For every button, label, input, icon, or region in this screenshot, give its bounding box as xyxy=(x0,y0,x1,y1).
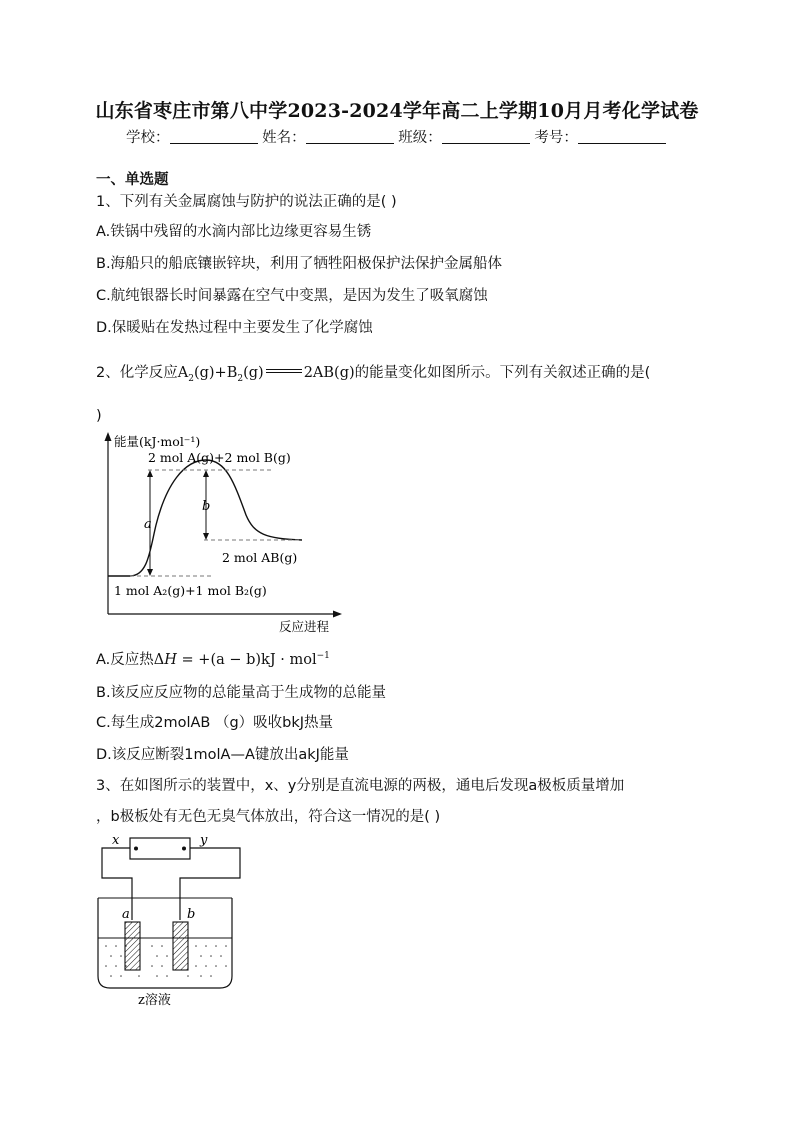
school-label: 学校： xyxy=(126,130,170,146)
q2-stem xyxy=(96,361,650,384)
q2-option-a: A.反应热ΔH = +(a − b)kJ · mol$^{-1}$ xyxy=(96,651,330,668)
a-electrode-label: a xyxy=(122,907,130,922)
q2-stem-close: ) xyxy=(96,408,102,424)
solution-label: z溶液 xyxy=(138,993,171,1008)
peak-label: 2 mol A(g)+2 mol B(g) xyxy=(148,450,291,465)
exam-no-blank[interactable] xyxy=(578,129,666,144)
reactant-label: 1 mol A₂(g)+1 mol B₂(g) xyxy=(114,583,267,598)
q1-option-b: B.海船只的船底镶嵌锌块，利用了牺牲阳极保护法保护金属船体 xyxy=(96,256,503,272)
q2-option-d: D.该反应断裂1molA—A键放出akJ能量 xyxy=(96,747,349,763)
q2-option-b: B.该反应反应物的总能量高于生成物的总能量 xyxy=(96,685,387,701)
electrolysis-diagram xyxy=(94,830,244,1010)
q3-stem-line2: ，b极板处有无色无臭气体放出，符合这一情况的是( ) xyxy=(96,809,441,825)
name-blank[interactable] xyxy=(306,129,394,144)
electrode-a xyxy=(125,922,140,970)
product-label: 2 mol AB(g) xyxy=(222,550,298,565)
name-label: 姓名： xyxy=(262,130,306,146)
q2-stem-prefix: 2、化学反应 xyxy=(96,365,178,381)
q2-stem-suffix: 的能量变化如图所示。下列有关叙述正确的是( xyxy=(354,365,651,381)
a-label: a xyxy=(144,517,152,532)
q2-equation: $A_2(g)+B_2(g)$ 2AB(g) xyxy=(177,365,355,384)
class-label: 班级： xyxy=(398,130,442,146)
q1-option-a: A.铁锅中残留的水滴内部比边缘更容易生锈 xyxy=(96,224,372,240)
section-title: 一、单选题 xyxy=(96,172,169,188)
exam-title: 山东省枣庄市第八中学2023-2024学年高二上学期10月月考化学试卷 xyxy=(95,100,699,122)
energy-diagram xyxy=(96,430,356,635)
q2-option-a-prefix: A.反应热 xyxy=(96,652,154,668)
q3-stem-line1: 3、在如图所示的装置中，x、y分别是直流电源的两极，通电后发现a极板质量增加 xyxy=(96,778,625,794)
y-pole-label: y xyxy=(200,833,208,848)
q1-option-d: D.保暖贴在发热过程中主要发生了化学腐蚀 xyxy=(96,320,373,336)
q1-option-c: C.航纯银器长时间暴露在空气中变黑，是因为发生了吸氧腐蚀 xyxy=(96,288,488,304)
b-electrode-label: b xyxy=(187,907,196,922)
b-label: b xyxy=(202,499,211,514)
q1-stem: 1、下列有关金属腐蚀与防护的说法正确的是( ) xyxy=(96,194,397,210)
y-axis-label: 能量(kJ·mol⁻¹) xyxy=(114,434,201,449)
school-blank[interactable] xyxy=(170,129,258,144)
q2-option-c: C.每生成2molAB （g）吸收bkJ热量 xyxy=(96,715,334,731)
class-blank[interactable] xyxy=(442,129,530,144)
electrode-b xyxy=(173,922,188,970)
x-axis-label: 反应进程 xyxy=(279,619,330,634)
exam-no-label: 考号： xyxy=(534,130,578,146)
x-pole-label: x xyxy=(112,833,120,848)
student-info-line xyxy=(126,126,666,147)
